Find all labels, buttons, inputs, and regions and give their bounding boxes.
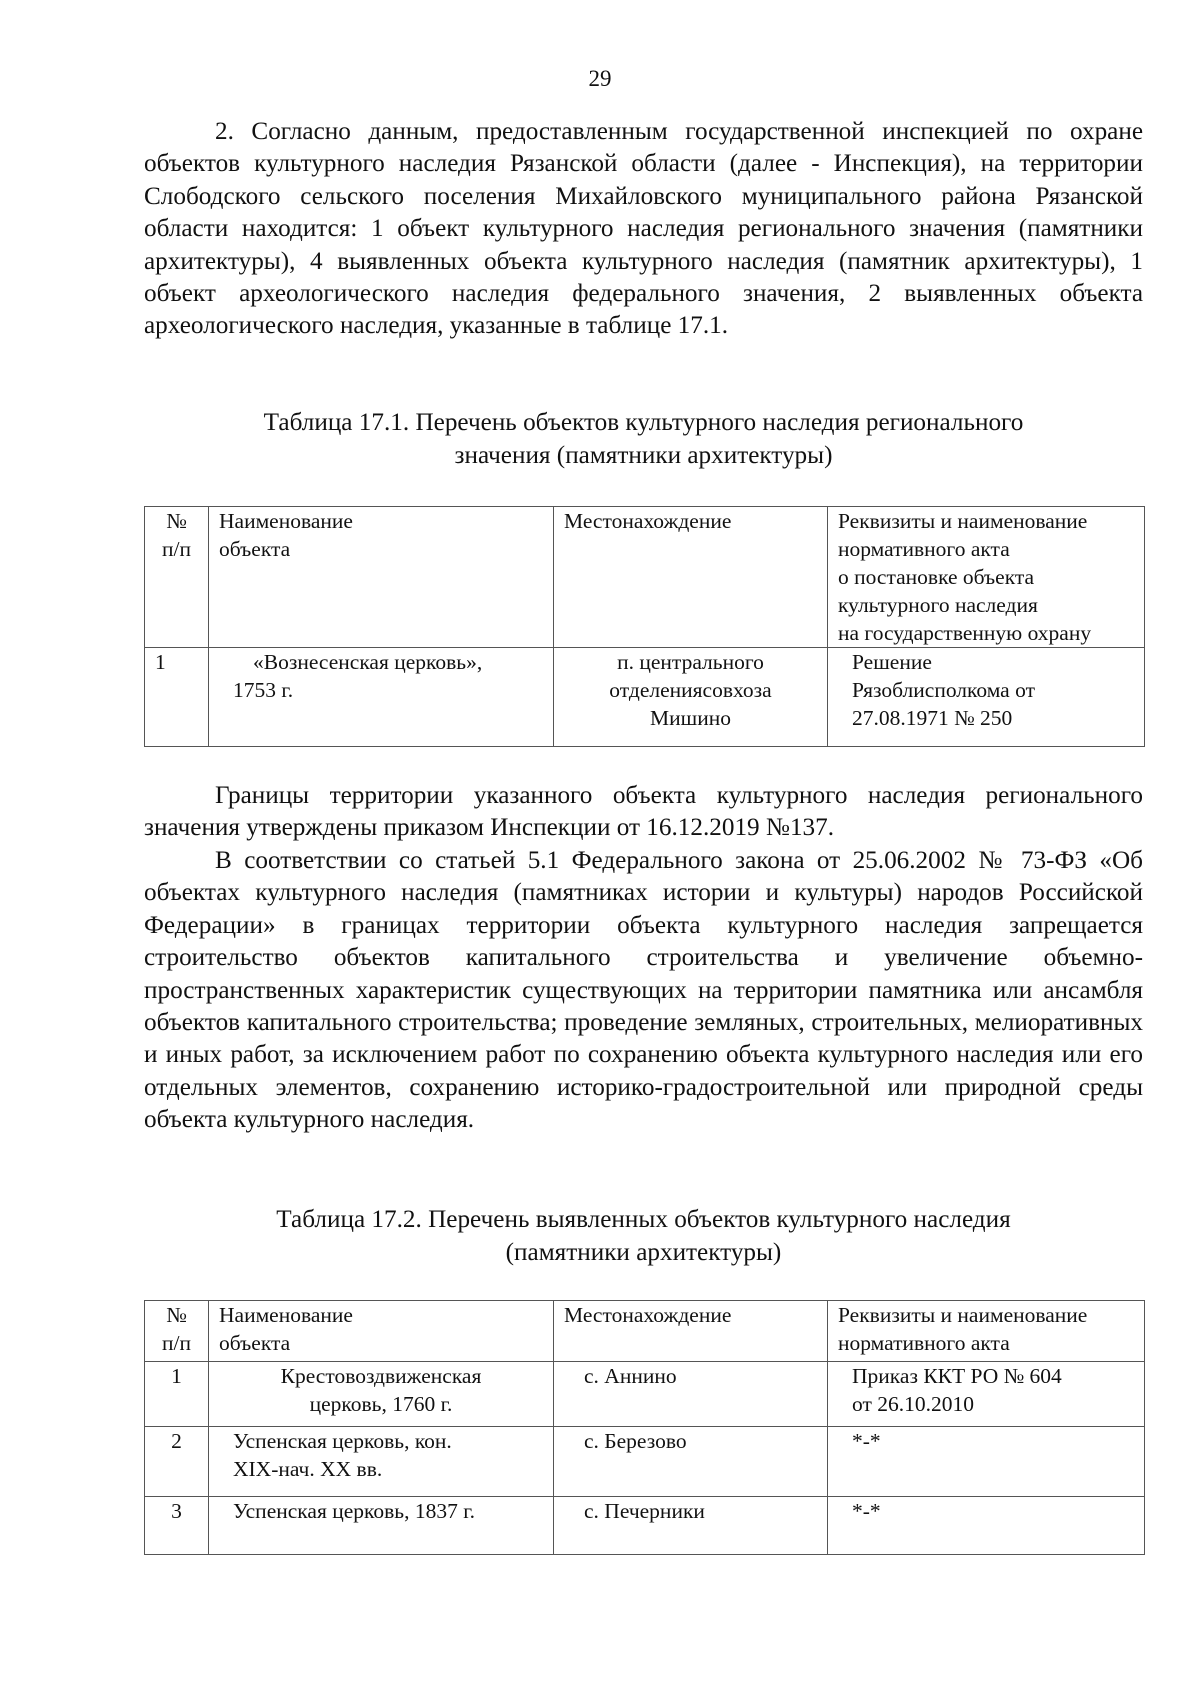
cell-num: 2	[145, 1427, 209, 1497]
table-17-2	[144, 1300, 1145, 1555]
cell-location: с. Березово	[554, 1427, 828, 1497]
cell-requisites: *-*	[828, 1497, 1145, 1555]
cell-requisites: *-*	[828, 1427, 1145, 1497]
table2-caption-line1: Таблица 17.2. Перечень выявленных объектов культурного наследия	[276, 1206, 1011, 1233]
cell-num: 3	[145, 1497, 209, 1555]
header-requisites: Реквизиты и наименование нормативного акта о постановке объекта культурного наследия на государственную охрану	[828, 507, 1145, 648]
header-name: Наименование объекта	[209, 507, 554, 648]
cell-name: Крестовоздвиженская церковь, 1760 г.	[209, 1362, 554, 1427]
cell-name: Успенская церковь, кон. XIX-нач. XX вв.	[209, 1427, 554, 1497]
table-row	[145, 1497, 1145, 1555]
header-num: № п/п	[145, 1301, 209, 1362]
page-number: 29	[588, 66, 612, 91]
table-row	[145, 1427, 1145, 1497]
table2-caption-line2: (памятники архитектуры)	[505, 1239, 782, 1266]
table1-caption-line2: значения (памятники архитектуры)	[454, 442, 833, 469]
header-location: Местонахождение	[554, 507, 828, 648]
header-num: № п/п	[145, 507, 209, 648]
table1-caption-line1: Таблица 17.1. Перечень объектов культурного наследия регионального	[263, 409, 1024, 436]
table1-caption	[144, 406, 1143, 472]
cell-name: «Вознесенская церковь», 1753 г.	[209, 648, 554, 747]
cell-location: с. Аннино	[554, 1362, 828, 1427]
cell-location: п. центрального отделениясовхоза Мишино	[554, 648, 828, 747]
cell-name: Успенская церковь, 1837 г.	[209, 1497, 554, 1555]
law-paragraph: В соответствии со статьей 5.1 Федерального закона от 25.06.2002 № 73-ФЗ «Об объектах культурного наследия (памятниках истории и культуры) народов Российской Федерации» в границах территории объекта культурного наследия запрещается строительство объектов капитального строительства и увеличение объемно-пространственных характеристик существующих на территории памятника или ансамбля объектов капитального строительства; проведение земляных, строительных, мелиоративных и иных работ, за исключением работ по сохранению объекта культурного наследия или его отдельных элементов, сохранению историко-градостроительной или природной среды объекта культурного наследия.	[144, 847, 1143, 1134]
intro-paragraph: 2. Согласно данным, предоставленным государственной инспекцией по охране объектов культурного наследия Рязанской области (далее - Инспекция), на территории Слободского сельского поселения Михайловского муниципального района Рязанской области находится: 1 объект культурного наследия регионального значения (памятники архитектуры), 4 выявленных объекта культурного наследия (памятник архитектуры), 1 объект археологического наследия федерального значения, 2 выявленных объекта археологического наследия, указанные в таблице 17.1.	[144, 118, 1143, 340]
header-requisites: Реквизиты и наименование нормативного акта	[828, 1301, 1145, 1362]
cell-num: 1	[145, 648, 209, 747]
table2-caption	[144, 1203, 1143, 1269]
table-header-row	[145, 1301, 1145, 1362]
cell-requisites: Приказ ККТ РО № 604 от 26.10.2010	[828, 1362, 1145, 1427]
table-17-1	[144, 506, 1145, 747]
cell-requisites: Решение Рязоблисполкома от 27.08.1971 № 250	[828, 648, 1145, 747]
header-location: Местонахождение	[554, 1301, 828, 1362]
boundaries-paragraph: Границы территории указанного объекта культурного наследия регионального значения утверждены приказом Инспекции от 16.12.2019 №137.	[144, 782, 1143, 842]
cell-location: с. Печерники	[554, 1497, 828, 1555]
table-row	[145, 1362, 1145, 1427]
table-header-row	[145, 507, 1145, 648]
table-row	[145, 648, 1145, 747]
cell-num: 1	[145, 1362, 209, 1427]
header-name: Наименование объекта	[209, 1301, 554, 1362]
